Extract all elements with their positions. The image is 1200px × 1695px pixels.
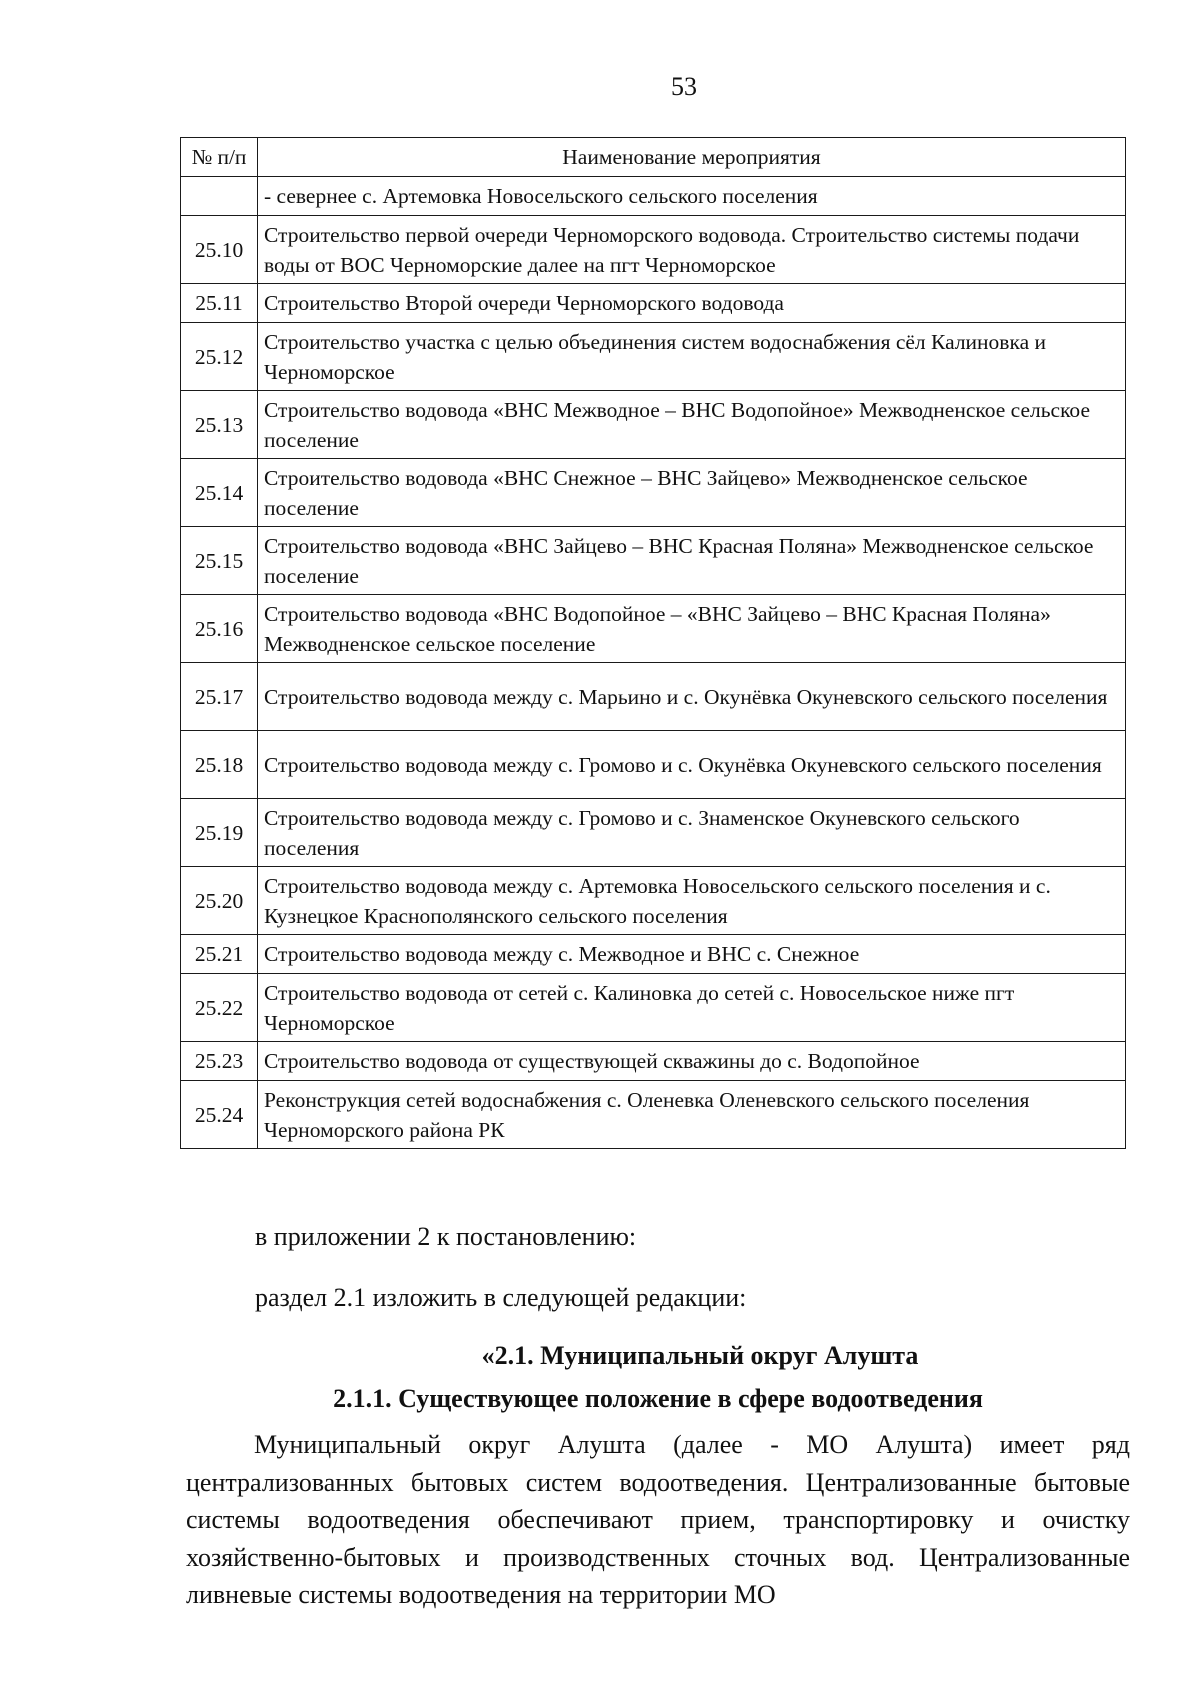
row-num: 25.16 — [181, 595, 258, 663]
row-num: 25.17 — [181, 663, 258, 731]
subsection-heading: 2.1.1. Существующее положение в сфере водоотведения — [333, 1384, 983, 1413]
section-heading: «2.1. Муниципальный округ Алушта — [481, 1341, 919, 1370]
table-row — [181, 459, 1126, 527]
row-num: 25.10 — [181, 216, 258, 284]
table-row — [181, 177, 1126, 216]
table-row — [181, 284, 1126, 323]
row-name: Строительство водовода между с. Громово и с. Знаменское Окуневского сельского поселения — [258, 799, 1126, 867]
table-header-row — [181, 138, 1126, 177]
table-row — [181, 867, 1126, 935]
table-row — [181, 663, 1126, 731]
row-name: Строительство водовода между с. Артемовка Новосельского сельского поселения и с. Кузнецкое Краснополянского сельского поселения — [258, 867, 1126, 935]
body-paragraph: Муниципальный округ Алушта (далее - МО Алушта) имеет ряд централизованных бытовых систем водоотведения. Централизованные бытовые системы водоотведения обеспечивают прием, транспортировку и очистку хозяйственно-бытовых и производственных сточных вод. Централизованные ливневые системы водоотведения на территории МО — [186, 1430, 1130, 1609]
row-num — [181, 177, 258, 216]
table-row — [181, 527, 1126, 595]
table-row — [181, 323, 1126, 391]
measures-table — [180, 137, 1126, 1149]
row-name: Строительство водовода от сетей с. Калиновка до сетей с. Новосельское ниже пгт Черноморское — [258, 974, 1126, 1042]
table-row — [181, 1081, 1126, 1149]
table-row — [181, 974, 1126, 1042]
row-num: 25.19 — [181, 799, 258, 867]
row-num: 25.13 — [181, 391, 258, 459]
table-row — [181, 391, 1126, 459]
row-num: 25.22 — [181, 974, 258, 1042]
row-num: 25.18 — [181, 731, 258, 799]
table-row — [181, 935, 1126, 974]
table-row — [181, 1042, 1126, 1081]
table-row — [181, 799, 1126, 867]
table-row — [181, 731, 1126, 799]
row-num: 25.11 — [181, 284, 258, 323]
instruction-line-appendix: в приложении 2 к постановлению: — [255, 1222, 637, 1251]
header-name: Наименование мероприятия — [258, 138, 1126, 177]
row-name: Строительство Второй очереди Черноморского водовода — [258, 284, 1126, 323]
row-name: Строительство водовода «ВНС Водопойное – «ВНС Зайцево – ВНС Красная Поляна» Межводненское сельское поселение — [258, 595, 1126, 663]
row-num: 25.20 — [181, 867, 258, 935]
table-row — [181, 595, 1126, 663]
row-name: Строительство водовода между с. Громово и с. Окунёвка Окуневского сельского поселения — [258, 731, 1126, 799]
page-number: 53 — [671, 72, 697, 101]
row-num: 25.15 — [181, 527, 258, 595]
row-name: Строительство водовода «ВНС Межводное – ВНС Водопойное» Межводненское сельское поселение — [258, 391, 1126, 459]
row-name: Строительство водовода «ВНС Снежное – ВНС Зайцево» Межводненское сельское поселение — [258, 459, 1126, 527]
row-name: Строительство водовода между с. Марьино и с. Окунёвка Окуневского сельского поселения — [258, 663, 1126, 731]
row-num: 25.21 — [181, 935, 258, 974]
row-name: Строительство участка с целью объединения систем водоснабжения сёл Калиновка и Черноморское — [258, 323, 1126, 391]
row-num: 25.12 — [181, 323, 258, 391]
instruction-line-section: раздел 2.1 изложить в следующей редакции: — [255, 1283, 747, 1312]
row-name: Строительство водовода между с. Межводное и ВНС с. Снежное — [258, 935, 1126, 974]
row-name: Реконструкция сетей водоснабжения с. Оленевка Оленевского сельского поселения Черноморского района РК — [258, 1081, 1126, 1149]
row-num: 25.23 — [181, 1042, 258, 1081]
row-name: Строительство водовода от существующей скважины до с. Водопойное — [258, 1042, 1126, 1081]
header-num: № п/п — [181, 138, 258, 177]
table-row — [181, 216, 1126, 284]
row-num: 25.24 — [181, 1081, 258, 1149]
row-name: Строительство водовода «ВНС Зайцево – ВНС Красная Поляна» Межводненское сельское поселение — [258, 527, 1126, 595]
row-name: - севернее с. Артемовка Новосельского сельского поселения — [258, 177, 1126, 216]
row-name: Строительство первой очереди Черноморского водовода. Строительство системы подачи воды от ВОС Черноморские далее на пгт Черноморское — [258, 216, 1126, 284]
row-num: 25.14 — [181, 459, 258, 527]
